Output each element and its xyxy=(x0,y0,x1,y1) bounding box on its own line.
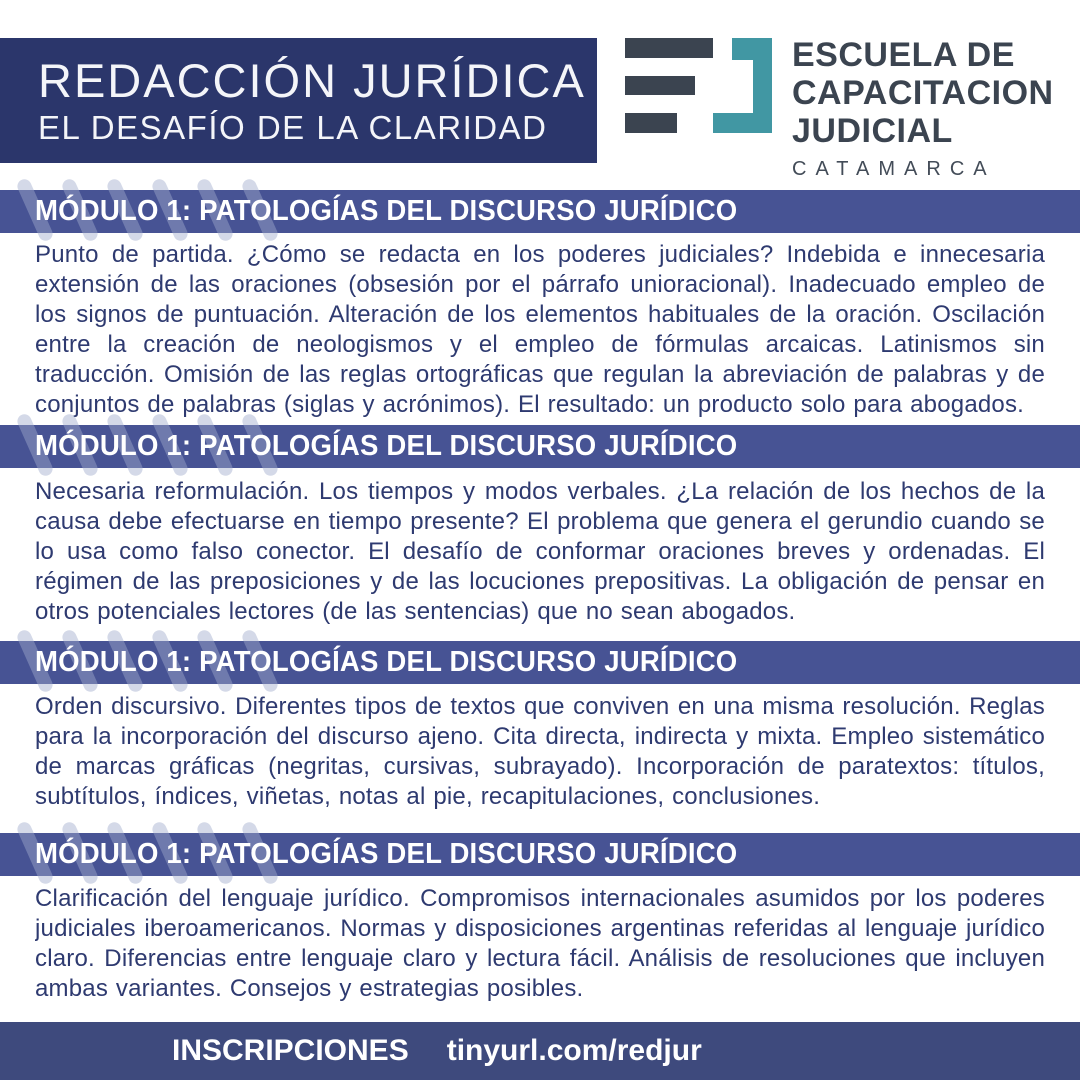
logo-e-bar-top xyxy=(625,38,713,58)
logo-e-bar-middle xyxy=(625,76,695,95)
logo-org-line2: CAPACITACION xyxy=(792,74,1054,112)
module-1-description: Punto de partida. ¿Cómo se redacta en los poderes judiciales? Indebida e innecesaria extensión de las oraciones (obsesión por el párrafo unioracional). Inadecuado empleo de los signos de puntuación. Alteración de los elementos habituales de la oración. Oscilación entre la creación de neologismos y el empleo de fórmulas arcaicas. Latinismos sin traducción. Omisión de las reglas ortográficas que regulan la abreviación de palabras y de conjuntos de palabras (siglas y acrónimos). El resultado: un producto solo para abogados. xyxy=(35,241,1045,418)
logo-org-line1: ESCUELA DE xyxy=(792,36,1015,74)
module-2-description: Necesaria reformulación. Los tiempos y modos verbales. ¿La relación de los hechos de la causa debe efectuarse en tiempo presente? El problema que genera el gerundio cuando se lo usa como falso conector. El desafío de conformar oraciones breves y ordenadas. El régimen de las preposiciones y de las locuciones prepositivas. La obligación de pensar en otros potenciales lectores (de las sentencias) que no sean abogados. xyxy=(35,478,1045,625)
module-2-heading: MÓDULO 1: PATOLOGÍAS DEL DISCURSO JURÍDICO xyxy=(35,430,738,462)
module-4-heading: MÓDULO 1: PATOLOGÍAS DEL DISCURSO JURÍDICO xyxy=(35,838,738,870)
logo-j-foot xyxy=(713,113,772,133)
module-1-header-bar xyxy=(0,190,1080,233)
module-3-header-bar xyxy=(0,641,1080,684)
page-subtitle: EL DESAFÍO DE LA CLARIDAD xyxy=(38,108,548,146)
title-banner xyxy=(0,38,597,163)
module-2-header-bar xyxy=(0,425,1080,468)
inscriptions-label: INSCRIPCIONES xyxy=(172,1034,409,1067)
module-3-heading: MÓDULO 1: PATOLOGÍAS DEL DISCURSO JURÍDICO xyxy=(35,646,738,678)
module-3-description: Orden discursivo. Diferentes tipos de textos que conviven en una misma resolución. Reglas para la incorporación del discurso ajeno. Cita directa, indirecta y mixta. Empleo sistemático de marcas gráficas (negritas, cursivas, subrayado). Incorporación de paratextos: títulos, subtítulos, índices, viñetas, notas al pie, recapitulaciones, conclusiones. xyxy=(35,693,1045,810)
inscriptions-url[interactable]: tinyurl.com/redjur xyxy=(446,1034,702,1067)
logo-e-bar-bottom xyxy=(625,113,677,133)
ecj-logo-icon xyxy=(625,38,775,135)
logo-location: CATAMARCA xyxy=(792,158,996,180)
inscriptions-footer xyxy=(0,1022,1080,1080)
module-4-header-bar xyxy=(0,833,1080,876)
page-title: REDACCIÓN JURÍDICA xyxy=(38,53,586,107)
logo-wordmark xyxy=(792,36,1054,181)
module-1-heading: MÓDULO 1: PATOLOGÍAS DEL DISCURSO JURÍDICO xyxy=(35,195,738,227)
module-4-description: Clarificación del lenguaje jurídico. Compromisos internacionales asumidos por los poderes judiciales iberoamericanos. Normas y disposiciones argentinas referidas al lenguaje jurídico claro. Diferencias entre lenguaje claro y lectura fácil. Análisis de resoluciones que incluyen ambas variantes. Consejos y estrategias posibles. xyxy=(35,885,1045,1002)
logo-org-line3: JUDICIAL xyxy=(792,112,953,150)
